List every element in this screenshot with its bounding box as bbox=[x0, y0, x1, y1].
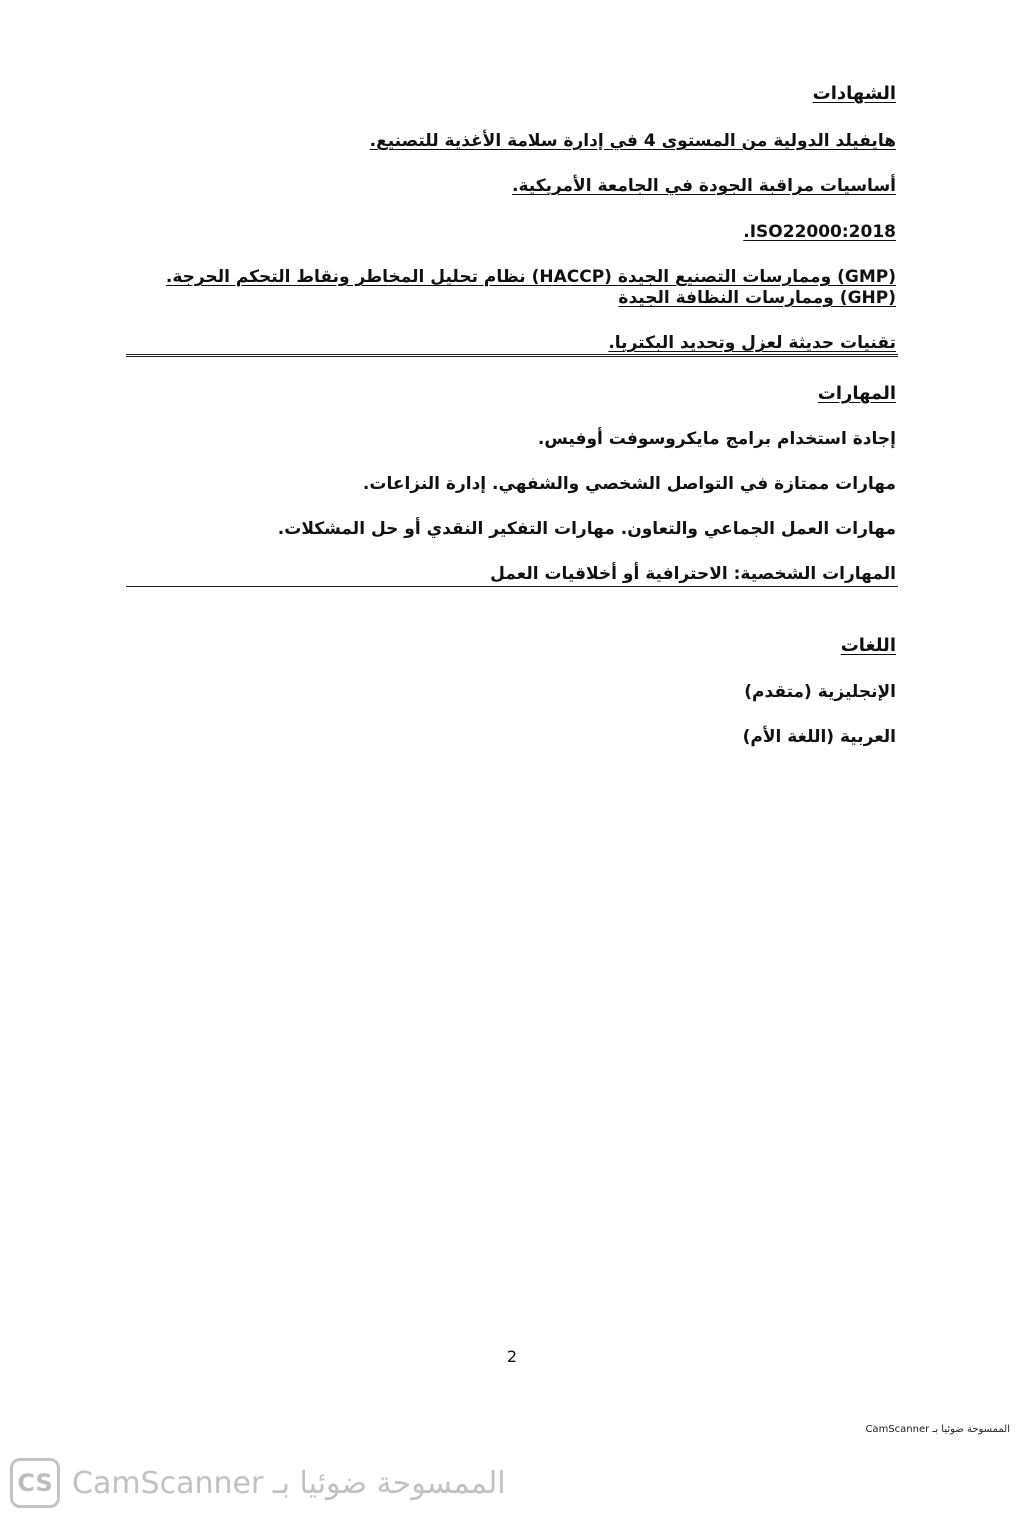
language-item: الإنجليزية (متقدم) bbox=[744, 682, 896, 702]
certificate-item: تقنيات حديثة لعزل وتحديد البكتريا. bbox=[608, 333, 896, 353]
watermark-text: الممسوحة ضوئيا بـ CamScanner bbox=[72, 1465, 506, 1501]
certificate-item: (GHP) وممارسات النظافة الجيدة bbox=[618, 288, 896, 308]
section-divider bbox=[126, 586, 898, 587]
language-item: العربية (اللغة الأم) bbox=[742, 727, 896, 747]
certificate-item: ISO22000:2018. bbox=[743, 222, 896, 242]
certificates-heading: الشهادات bbox=[812, 83, 896, 104]
skills-heading: المهارات bbox=[817, 383, 896, 404]
page-number: 2 bbox=[506, 1347, 518, 1366]
skill-item: مهارات ممتازة في التواصل الشخصي والشفهي. إدارة النزاعات. bbox=[362, 474, 896, 494]
skill-item: مهارات العمل الجماعي والتعاون. مهارات التفكير النقدي أو حل المشكلات. bbox=[277, 519, 896, 539]
certificate-item: (GMP) وممارسات التصنيع الجيدة (HACCP) نظام تحليل المخاطر ونقاط التحكم الحرجة. bbox=[165, 267, 896, 287]
camscanner-logo-icon: CS bbox=[10, 1458, 60, 1508]
certificate-item: هايفيلد الدولية من المستوى 4 في إدارة سلامة الأغذية للتصنيع. bbox=[369, 131, 896, 151]
skill-item: المهارات الشخصية: الاحترافية أو أخلاقيات العمل bbox=[490, 564, 896, 584]
section-divider bbox=[126, 354, 898, 357]
certificate-item: أساسيات مراقبة الجودة في الجامعة الأمريكية. bbox=[511, 176, 896, 196]
camscanner-watermark bbox=[10, 1455, 506, 1511]
languages-heading: اللغات bbox=[840, 635, 896, 656]
scan-mark-small: الممسوحة ضوئيا بـ CamScanner bbox=[865, 1424, 1010, 1435]
skill-item: إجادة استخدام برامج مايكروسوفت أوفيس. bbox=[537, 429, 896, 449]
